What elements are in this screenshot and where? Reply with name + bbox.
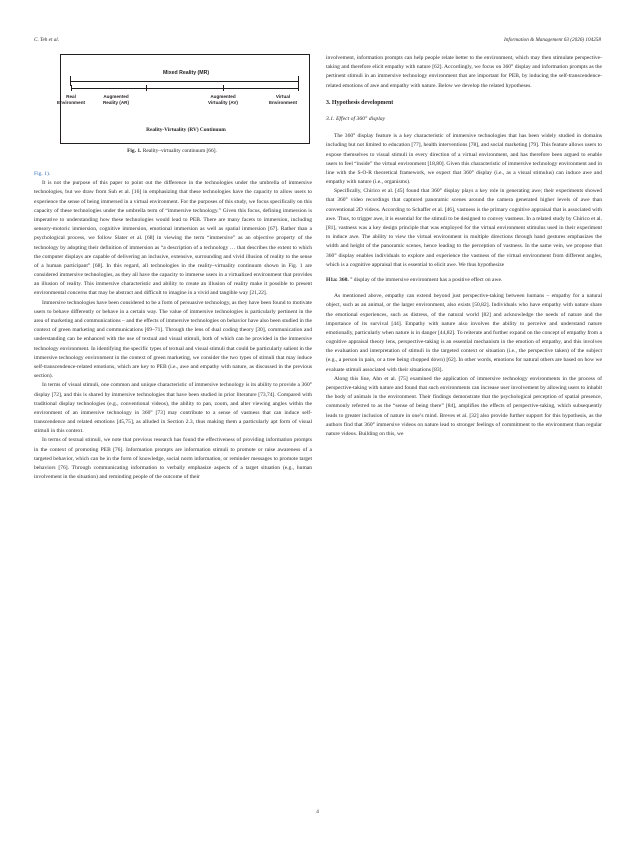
mixed-reality-label: Mixed Reality (MR) xyxy=(61,70,311,76)
continuum-tick xyxy=(223,85,224,91)
right-column xyxy=(326,54,602,439)
page-number: 4 xyxy=(316,809,319,815)
label-augmented-virtuality: Augmented Virtuality (AV) xyxy=(208,94,238,105)
rv-continuum-label: Reality-Virtuality (RV) Continuum xyxy=(146,127,226,133)
left-column xyxy=(34,170,312,482)
subsection-heading: 3.1. Effect of 360° display xyxy=(326,115,386,122)
paragraph: Specifically, Chirico et al. [45] found that 360° display plays a key role in generating awe; their experiments showed that 360° video recordings that captured panoramic scenes around the camera generated higher levels of awe than conventional 2D videos. According to Schaffer et al. [46], vastness is the primary cognitive appraisal that is associated with awe. Thus, to trigger awe, it is essential for the stimuli to be designed to convey vastness. In a related study by Chirico et al. [81], vastness was a key design principle that was employed for the virtual environment stimulus used in their experiment to induce awe. The ability to view the virtual environment in multiple directions through hand gestures emphasizes the width and height of the panoramic scenes, hence leading to the perception of vastness. In the same vein, we propose that 360° display enables individuals to explore and experience the vastness of the virtual environment from different angles, which is a cognitive appraisal that is essential to elicit awe. We thus hypothesize xyxy=(326,188,602,268)
continuum-tick xyxy=(146,85,147,91)
paragraph: The 360° display feature is a key characteristic of immersive technologies that has been widely studied in domains including but not limited to education [77], health interventions [78], and social marketing [79]. This feature allows users to expose themselves to visual stimuli in every direction of a virtual environment, and has therefore been argued to enable users to feel “inside” the virtual environment [18,80]. Given this characteristic of immersive technology environment and in line with the S-O-R theoretical framework, we expect that 360° display (i.e., as a visual stimulus) can induce awe and empathy with nature (i.e., organisms). xyxy=(326,133,602,186)
paragraph: involvement, information prompts can help people relate better to the environment, which may then stimulate perspective-taking and therefore elicit empathy with nature [62]. Accordingly, we focus on 360° display and information prompts as the pertinent stimuli in an immersive technology environment that are important for PEB, by inducing the self-transcendence-related emotions of awe and empathy with nature. Below we develop the related hypotheses. xyxy=(326,55,602,89)
continuum-line xyxy=(71,88,299,89)
paragraph: Fig. 1). xyxy=(34,171,51,177)
label-augmented-reality: Augmented Reality (AR) xyxy=(102,94,130,105)
mixed-reality-bracket-line xyxy=(71,81,299,82)
paragraph: It is not the purpose of this paper to point out the difference in the technologies under the umbrella of immersive technologies, but we draw from Suh et al. [16] in emphasizing that these technologies have the capacity to allow users to experience the sense of being immersed in a virtual environment. For the purposes of this study, we focus specifically on this capacity of these technologies under the umbrella term of “immersive technology.” Given this focus, defining immersion is imperative to understanding how these technologies would lead to PEB. There are many facets to immersion, including sensory-motoric immersion, cognitive immersion, emotional immersion as well as spatial immersion [67]. Rather than a psychological process, we follow Slater et al. [68] in viewing the term “immersive” as an objective property of the technology by adopting their definition of immersion as “a description of a technology … that describes the extent to which the computer displays are capable of delivering an inclusive, extensive, surrounding and vivid illusion of reality to the sense of a human participant” [68]. In this regard, all technologies in the reality–virtuality continuum shown in Fig. 1 are considered immersive technologies, as they all have the capacity to immerse users in a virtualized environment that provides an illusion of reality. This immersive characteristic and ability to create an illusion of reality make it possible to present environmental concerns that may be abstract and difficult to imagine in a vivid and tangible way [21,22]. xyxy=(34,180,312,297)
continuum-tick xyxy=(71,85,72,91)
section-heading: 3. Hypothesis development xyxy=(326,99,394,106)
paragraph: In terms of textual stimuli, we note that previous research has found the effectiveness of providing information prompts in the context of promoting PEB [76]. Information prompts are information stimuli to promote or raise awareness of a targeted behavior, which can be in the form of knowledge, social norm information, or reminder messages to promote target behaviors [76]. Through communicating information to verbally emphasize aspects of a target situation (e.g., human involvement in the situation) and reminding people of the outcome of their xyxy=(34,437,312,481)
figure-1 xyxy=(56,54,310,144)
hypothesis-h1a: H1a: 360. ° display of the immersive environment has a positive effect on awe. xyxy=(326,276,503,283)
paragraph: Along this line, Ahn et al. [75] examined the application of immersive technology environments in the process of perspective-taking with nature and found that such environments can increase user involvement by allowing users to inhabit the body of animals in the environment. Their findings demonstrate that the psychological perception of spatial presence, commonly referred to as the “sense of being there” [84], amplifies the effects of perspective-taking, which subsequently leads to greater inclusion of nature in one’s mind. Breves et al. [32] also provide further support for this hypothesis, as the authors find that 360° immersive videos on nature lead to stronger feelings of commitment to the environment than regular nature videos. Building on this, we xyxy=(326,375,602,437)
running-header-journal: Information & Management 63 (2026) 104258 xyxy=(504,37,601,43)
paragraph: Immersive technologies have been considered to be a form of persuasive technology, as they have been found to motivate users to behave differently or behave in a certain way. The value of immersive technologies is particularly pertinent in the area of marketing and communications – and the effects of immersive technologies on behavior have also been studied in the context of green marketing and communications [69–71]. Through the lens of dual coding theory [30], communication and understanding can be enhanced with the use of textual and visual stimuli, both of which can be provided in the immersive technology environment. In identifying the specific types of textual and visual stimuli that could be particularly salient in the immersive technology environment in the context of green marketing, we consider the two types of stimuli that may induce self-transcendence-related emotions, which are key to PEB (i.e., awe and empathy with nature, as discussed in the previous section). xyxy=(34,299,312,380)
paragraph: As mentioned above, empathy can extend beyond just perspective-taking between humans – empathy for a natural object, such as an animal, or the larger environment, also exists [50,82]. Individuals who have empathy with nature share the emotional experiences, such as distress, of the natural world [82] and acknowledge the needs of nature and the importance of its survival [44]. Empathy with nature also involves the ability to perceive and understand nature emotionally, particularly when nature is in danger [44,82]. To reiterate and further expand on the concept of empathy from a cognitive appraisal theory lens, perspective-taking is an essential mechanism in the emotion of empathy, and this involves the evaluation and interpretation of stimuli in the targeted context or situation (i.e., the perspective taken) of the subject (e.g., a person in pain, or a tree being chopped down) [62]. In other words, emotions for natural others are based on how we evaluate stimuli associated with their situations [83]. xyxy=(326,293,602,373)
paragraph: In terms of visual stimuli, one common and unique characteristic of immersive technology is its ability to provide a 360° display [72], and this is shared by immersive technologies that have been studied in prior literature [73,74]. Compared with traditional display technologies (e.g., conventional videos), the ability to pan, zoom, and alter viewing angles within the environment of an immersive technology in 360° [73] may contribute to a sense of vastness that can induce self-transcendence and related emotions [45,75], as alluded in Section 2.3, thus making them a particularly apt form of visual stimuli in this context. xyxy=(34,382,312,435)
running-header-authors: C. Teh et al. xyxy=(34,37,60,43)
figure-caption: Fig. 1. Reality–virtuality continuum [66]. xyxy=(127,148,217,154)
label-virtual-environment: Virtual Environment xyxy=(268,94,298,105)
label-real-environment: Real Environment xyxy=(56,94,86,105)
continuum-tick xyxy=(298,85,299,91)
